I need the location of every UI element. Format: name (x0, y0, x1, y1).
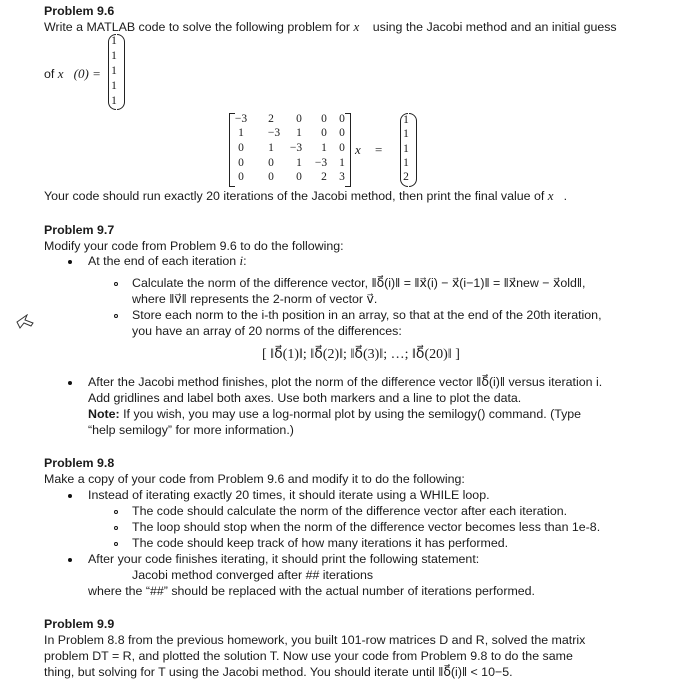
p98-bullet-2: After your code finishes iterating, it should print the following statement: (88, 552, 480, 566)
p97-title: Problem 9.7 (44, 223, 115, 237)
p97-bullet-1-text: At the end of each iteration (88, 254, 240, 268)
matrix-cell: 1 (238, 127, 244, 139)
p97-sub-2b: you have an array of 20 norms of the differences: (132, 324, 402, 338)
x0-of: of (44, 67, 58, 81)
p96-title: Problem 9.6 (44, 4, 115, 18)
bullet-dot (68, 260, 72, 264)
p96-prompt (44, 19, 617, 35)
x0-label (44, 66, 101, 82)
bullet-dot (68, 558, 72, 562)
bullet-dot (68, 494, 72, 498)
matrix-cell: −3 (234, 113, 248, 125)
p97-note-line2: “help semilogy” for more information.) (88, 423, 294, 437)
matrix-cell: 0 (268, 157, 274, 169)
p97-intro: Modify your code from Problem 9.6 to do the following: (44, 239, 344, 253)
matrix-x-equals: x⃗ = (355, 142, 383, 157)
p96-closing-post: . (563, 189, 568, 203)
matrix-cell: 1 (321, 142, 327, 154)
matrix-cell: −3 (267, 127, 281, 139)
p98-sub-3: The code should keep track of how many iterations it has performed. (132, 536, 509, 550)
matrix-cell: 3 (339, 171, 345, 183)
p98-title: Problem 9.8 (44, 456, 115, 470)
x0-entry: 1 (111, 50, 117, 62)
matrix-cell: −3 (289, 142, 303, 154)
p97-bullet-1 (88, 253, 247, 269)
matrix-cell: 1 (296, 157, 302, 169)
matrix-cell: 1 (339, 157, 345, 169)
matrix-cell: 0 (339, 127, 345, 139)
sub-bullet-circle (114, 282, 118, 286)
matrix-cell: 0 (321, 127, 327, 139)
matrix-cell: 0 (296, 171, 302, 183)
matrix-cell: 0 (321, 113, 327, 125)
p96-closing-var: x⃗ (547, 188, 564, 203)
p99-title: Problem 9.9 (44, 617, 115, 631)
p96-closing-pre: Your code should run exactly 20 iterations of the Jacobi method, then print the final value of (44, 189, 548, 203)
matrix-cell: 0 (238, 142, 244, 154)
rhs-entry: 1 (403, 143, 409, 155)
p98-sub-1: The code should calculate the norm of the difference vector after each iteration. (132, 504, 568, 518)
sub-bullet-circle (114, 542, 118, 546)
p98-intro: Make a copy of your code from Problem 9.6 and modify it to do the following: (44, 472, 465, 486)
p97-sub-1b: where ‖v⃗‖ represents the 2-norm of vector v⃗. (132, 292, 378, 306)
matrix-cell: 1 (268, 142, 274, 154)
matrix-cell: 0 (296, 113, 302, 125)
p97-bullet-2b: Add gridlines and label both axes. Use both markers and a line to plot the data. (88, 391, 522, 405)
p98-sub-2: The loop should stop when the norm of the difference vector becomes less than 1e-8. (132, 520, 601, 534)
matrix-cell: 0 (238, 157, 244, 169)
p96-closing (44, 188, 567, 204)
rhs-entry: 1 (403, 114, 409, 126)
sub-bullet-circle (114, 510, 118, 514)
bullet-dot (68, 381, 72, 385)
p97-bullet-2a: After the Jacobi method finishes, plot the norm of the difference vector ‖δ⃗(i)‖ versus iteration i. (88, 375, 603, 389)
p96-prompt-pre: Write a MATLAB code to solve the following problem for (44, 20, 354, 34)
mouse-pointer-icon (16, 314, 34, 330)
x0-entry: 1 (111, 80, 117, 92)
p97-note-label: Note: (88, 407, 120, 421)
p99-line-1: In Problem 8.8 from the previous homework, you built 101-row matrices D and R, solved the matrix (44, 633, 586, 647)
matrix-cell: 0 (268, 171, 274, 183)
p98-statement: Jacobi method converged after ## iterations (132, 568, 374, 582)
p99-line-2: problem DT = R, and plotted the solution T. Now use your code from Problem 9.8 to do the same (44, 649, 573, 663)
rhs-entry: 1 (403, 157, 409, 169)
p97-sub-2a: Store each norm to the i-th position in an array, so that at the end of the 20th iteration, (132, 308, 602, 322)
p96-prompt-post: using the Jacobi method and an initial guess (369, 20, 617, 34)
p97-note-text: If you wish, you may use a log-normal plot by using the semilogy() command. (Type (119, 407, 582, 421)
p97-bullet-1-var: i (239, 253, 244, 268)
matrix-cell: 1 (296, 127, 302, 139)
x0-entry: 1 (111, 65, 117, 77)
rhs-entry: 2 (403, 171, 409, 183)
p96-prompt-var: x⃗ (353, 19, 370, 34)
matrix-cell: −3 (314, 157, 328, 169)
matrix-cell: 0 (339, 142, 345, 154)
p98-bullet-1: Instead of iterating exactly 20 times, it should iterate using a WHILE loop. (88, 488, 490, 502)
matrix-cell: 2 (321, 171, 327, 183)
matrix-cell: 2 (268, 113, 274, 125)
x0-entry: 1 (111, 35, 117, 47)
sub-bullet-circle (114, 314, 118, 318)
p97-sub-1a: Calculate the norm of the difference vector, ‖δ⃗(i)‖ = ‖x⃗(i) − x⃗(i−1)‖ = ‖x⃗new − x⃗old‖, (132, 276, 586, 290)
x0-symbol: x⃗(0) = (57, 66, 101, 81)
matrix-cell: 0 (238, 171, 244, 183)
p99-line-3: thing, but solving for T using the Jacobi method. You should iterate until ‖δ⃗(i)‖ < 10−5. (44, 665, 513, 679)
p98-where: where the “##” should be replaced with the actual number of iterations performed. (88, 584, 536, 598)
sub-bullet-circle (114, 526, 118, 530)
p97-note (88, 406, 581, 422)
matrix-cell: 0 (339, 113, 345, 125)
x0-entry: 1 (111, 95, 117, 107)
rhs-entry: 1 (403, 128, 409, 140)
p97-array-expression: [ ‖δ⃗(1)‖; ‖δ⃗(2)‖; ‖δ⃗(3)‖; …; ‖δ⃗(20)‖ ] (262, 347, 460, 362)
p97-bullet-1-colon: : (243, 254, 247, 268)
